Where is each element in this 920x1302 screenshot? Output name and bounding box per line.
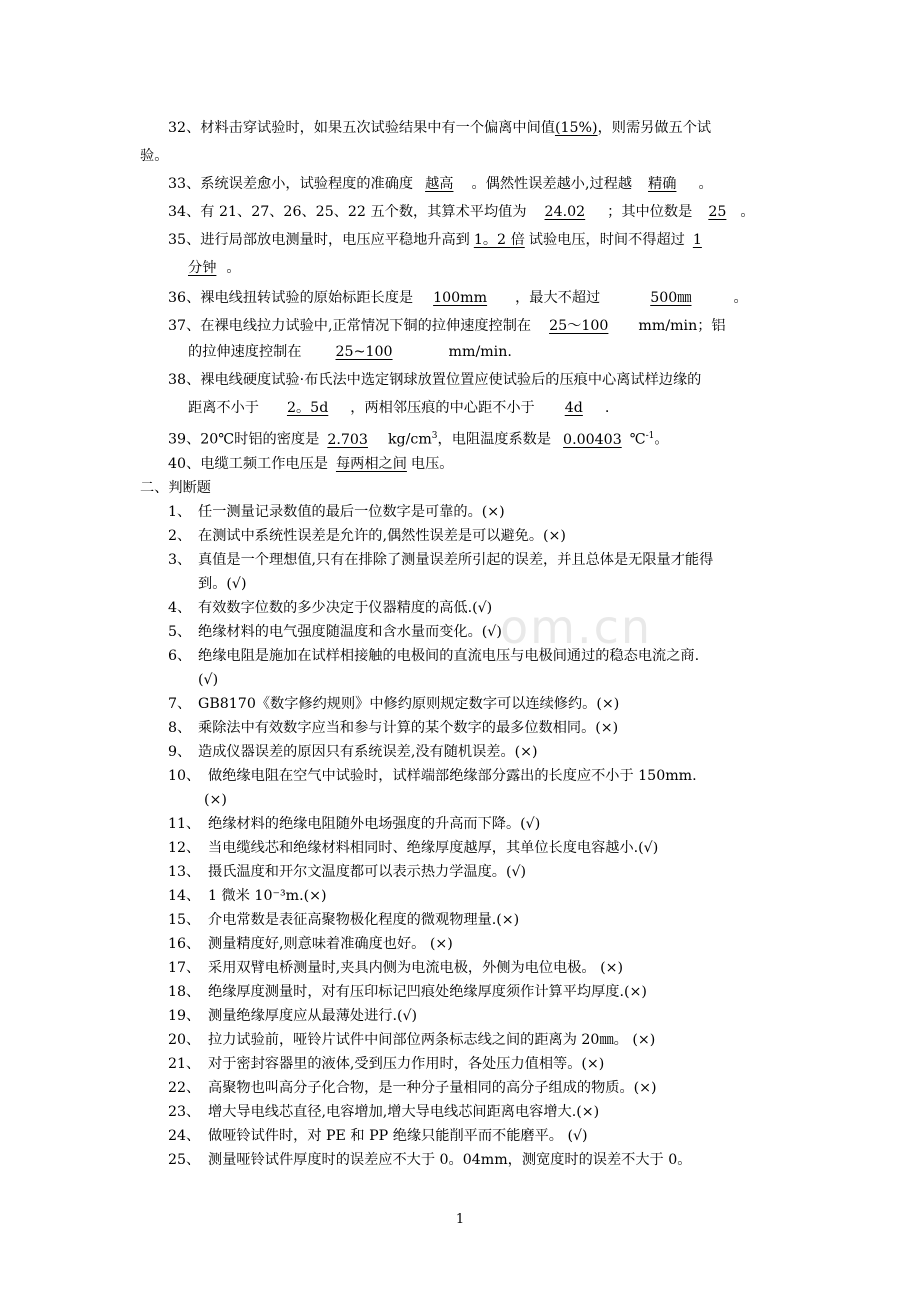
question-35-cont: 分钟 。 bbox=[188, 260, 241, 276]
judge-item: 19、 测量绝缘厚度应从最薄处进行.(√) bbox=[168, 1008, 418, 1024]
question-32-cont: 验。 bbox=[140, 148, 169, 164]
judge-item: 21、 对于密封容器里的液体,受到压力作用时，各处压力值相等。(×) bbox=[168, 1056, 605, 1072]
judge-item: 18、 绝缘厚度测量时，对有压印标记凹痕处绝缘厚度须作计算平均厚度.(×) bbox=[168, 984, 647, 1000]
answer-blank: (15%) bbox=[554, 120, 598, 136]
question-35: 35、进行局部放电测量时，电压应平稳地升高到 1。2 倍 试验电压，时间不得超过 1 bbox=[168, 232, 702, 248]
judge-item: 15、 介电常数是表征高聚物极化程度的微观物理量.(×) bbox=[168, 912, 520, 928]
answer-blank: 越高 bbox=[425, 176, 454, 192]
answer-blank: 25～100 bbox=[549, 318, 609, 334]
judge-item: 16、 测量精度好,则意味着准确度也好。 (×) bbox=[168, 936, 453, 952]
answer-blank: 4d bbox=[564, 400, 583, 416]
question-38: 38、裸电线硬度试验·布氏法中选定钢球放置位置应使试验后的压痕中心离试样边缘的 bbox=[168, 372, 702, 388]
page-number: 1 bbox=[455, 1212, 465, 1227]
answer-blank: 24.02 bbox=[544, 204, 586, 220]
question-36: 36、裸电线扭转试验的原始标距长度是 100mm ，最大不超过 500㎜ 。 bbox=[168, 290, 748, 306]
judge-item-cont: 到。(√) bbox=[198, 576, 247, 592]
answer-blank: 0.00403 bbox=[563, 431, 622, 448]
judge-item: 8、 乘除法中有效数字应当和参与计算的某个数字的最多位数相同。(×) bbox=[168, 720, 619, 736]
judge-item: 14、 1 微米 10⁻³m.(×) bbox=[168, 888, 327, 904]
answer-blank: 2.703 bbox=[327, 431, 368, 448]
judge-item-cont: (√) bbox=[198, 672, 219, 688]
answer-blank: 25 bbox=[708, 204, 727, 220]
question-32: 32、材料击穿试验时，如果五次试验结果中有一个偏离中间值(15%)，则需另做五个试 bbox=[168, 120, 712, 136]
judge-item: 13、 摄氏温度和开尔文温度都可以表示热力学温度。(√) bbox=[168, 864, 527, 880]
judge-item: 23、 增大导电线芯直径,电容增加,增大导电线芯间距离电容增大.(×) bbox=[168, 1104, 600, 1120]
answer-blank: 25~100 bbox=[335, 344, 393, 360]
judge-item: 22、 高聚物也叫高分子化合物，是一种分子量相同的高分子组成的物质。(×) bbox=[168, 1080, 657, 1096]
judge-item: 20、 拉力试验前，哑铃片试件中间部位两条标志线之间的距离为 20㎜。 (×) bbox=[168, 1032, 656, 1048]
answer-blank: 500㎜ bbox=[650, 290, 692, 306]
question-33: 33、系统误差愈小，试验程度的准确度 越高 。偶然性误差越小,过程越 精确 。 bbox=[168, 176, 713, 192]
judge-item: 11、 绝缘材料的绝缘电阻随外电场强度的升高而下降。(√) bbox=[168, 816, 541, 832]
question-34: 34、有 21、27、26、25、22 五个数，其算术平均值为 24.02 ；其中位数是 25 。 bbox=[168, 204, 755, 220]
judge-item: 7、 GB8170《数字修约规则》中修约原则规定数字可以连续修约。(×) bbox=[168, 696, 620, 712]
answer-blank: 1 bbox=[692, 232, 702, 248]
answer-blank: 2。5d bbox=[286, 400, 329, 416]
answer-blank: 分钟 bbox=[188, 260, 217, 276]
judge-item: 10、 做绝缘电阻在空气中试验时，试样端部绝缘部分露出的长度应不小于 150mm. bbox=[168, 768, 697, 784]
judge-item: 5、 绝缘材料的电气强度随温度和含水量而变化。(√) bbox=[168, 624, 502, 640]
judge-item: 3、 真值是一个理想值,只有在排除了测量误差所引起的误差，并且总体是无限量才能得 bbox=[168, 552, 714, 568]
judge-item-cont: (×) bbox=[204, 792, 227, 808]
question-40: 40、电缆工频工作电压是 每两相之间 电压。 bbox=[168, 456, 454, 472]
watermark: om.cn bbox=[500, 600, 653, 654]
judge-item: 2、 在测试中系统性误差是允许的,偶然性误差是可以避免。(×) bbox=[168, 528, 566, 544]
judge-item: 17、 采用双臂电桥测量时,夹具内侧为电流电极，外侧为电位电极。 (×) bbox=[168, 960, 624, 976]
judge-item: 9、 造成仪器误差的原因只有系统误差,没有随机误差。(×) bbox=[168, 744, 538, 760]
answer-blank: 1。2 倍 bbox=[473, 232, 525, 248]
judge-item: 12、 当电缆线芯和绝缘材料相同时、绝缘厚度越厚，其单位长度电容越小.(√) bbox=[168, 840, 659, 856]
question-38-cont: 距离不小于 2。5d ，两相邻压痕的中心距不小于 4d . bbox=[188, 400, 610, 416]
question-39: 39、20℃时铝的密度是 2.703 $kg/cm^3$，电阻温度系数是 0.00403 ℃$^{-1}$。 bbox=[168, 431, 669, 448]
judge-item: 4、 有效数字位数的多少决定于仪器精度的高低.(√) bbox=[168, 600, 493, 616]
answer-blank: 100mm bbox=[433, 290, 488, 306]
answer-blank: 每两相之间 bbox=[335, 456, 407, 472]
section-title-judgement: 二、判断题 bbox=[140, 480, 211, 496]
question-37-cont: 的拉伸速度控制在 25~100 mm/min. bbox=[188, 344, 512, 360]
judge-item: 24、 做哑铃试件时，对 PE 和 PP 绝缘只能削平而不能磨平。 (√) bbox=[168, 1128, 588, 1144]
answer-blank: 精确 bbox=[648, 176, 677, 192]
judge-item: 1、 任一测量记录数值的最后一位数字是可靠的。(×) bbox=[168, 504, 505, 520]
question-37: 37、在裸电线拉力试验中,正常情况下铜的拉伸速度控制在 25～100 mm/min；铝 bbox=[168, 318, 726, 334]
judge-item: 6、 绝缘电阻是施加在试样相接触的电极间的直流电压与电极间通过的稳态电流之商. bbox=[168, 648, 700, 664]
judge-item: 25、 测量哑铃试件厚度时的误差应不大于 0。04mm，测宽度时的误差不大于 0。 bbox=[168, 1152, 692, 1168]
